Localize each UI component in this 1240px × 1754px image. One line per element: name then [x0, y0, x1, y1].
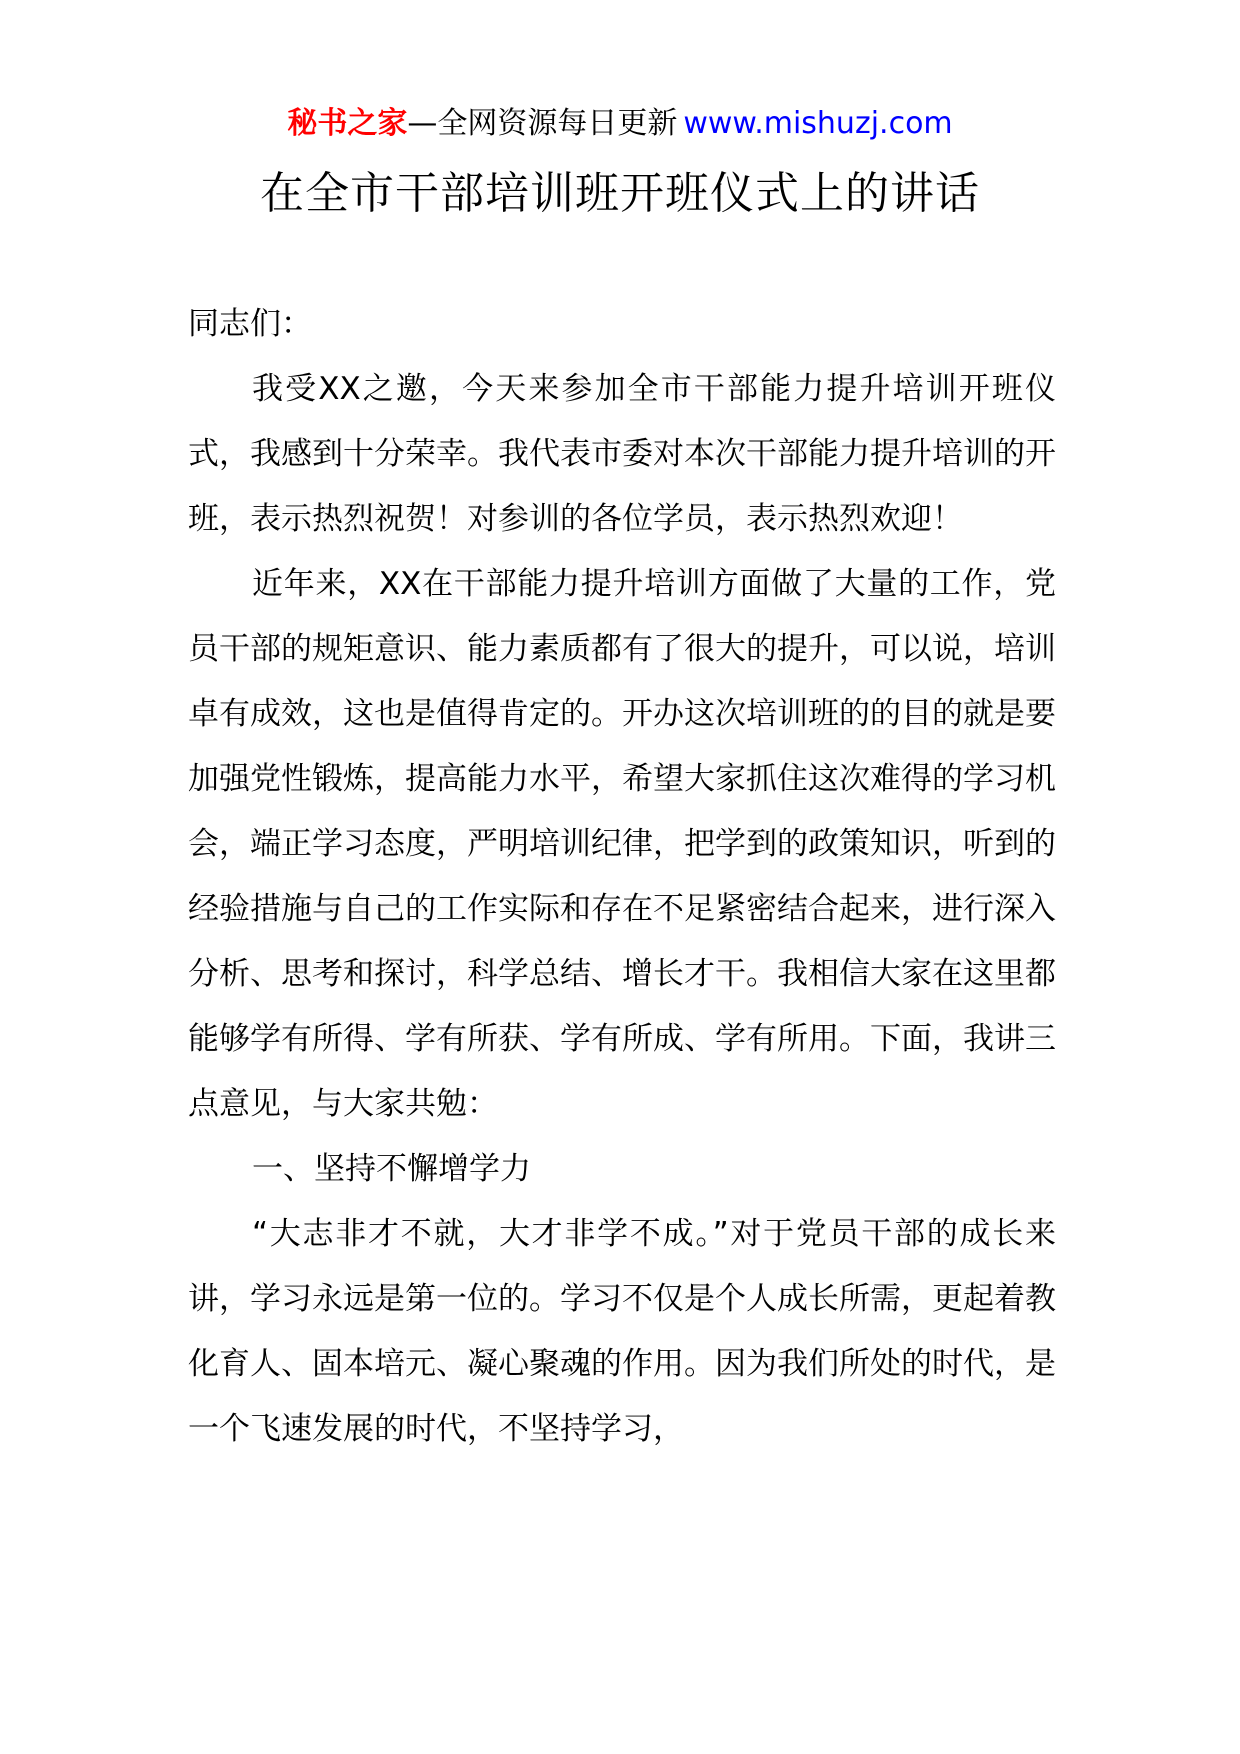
site-brand: 秘书之家: [287, 106, 408, 141]
document-title: 在全市干部培训班开班仪式上的讲话: [260, 168, 980, 219]
site-header: [0, 104, 1240, 144]
site-url-link[interactable]: www.mishuzj.com: [683, 106, 953, 141]
body-paragraph: “大志非才不就，大才非学不成。”对于党员干部的成长来讲，学习永远是第一位的。学习不仅是个人成长所需，更起着教化育人、固本培元、凝心聚魂的作用。因为我们所处的时代，是一个飞速发展的时代，不坚持学习，: [188, 1216, 1056, 1447]
section-heading: 一、坚持不懈增学力: [252, 1151, 531, 1187]
document-body: [188, 292, 1056, 1462]
body-paragraph: 近年来，XX在干部能力提升培训方面做了大量的工作，党员干部的规矩意识、能力素质都有了很大的提升，可以说，培训卓有成效，这也是值得肯定的。开办这次培训班的的目的就是要加强党性锻炼，提高能力水平，希望大家抓住这次难得的学习机会，端正学习态度，严明培训纪律，把学到的政策知识，听到的经验措施与自己的工作实际和存在不足紧密结合起来，进行深入分析、思考和探讨，科学总结、增长才干。我相信大家在这里都能够学有所得、学有所获、学有所成、学有所用。下面，我讲三点意见，与大家共勉：: [188, 566, 1056, 1122]
body-paragraph: 我受XX之邀，今天来参加全市干部能力提升培训开班仪式，我感到十分荣幸。我代表市委对本次干部能力提升培训的开班，表示热烈祝贺！对参训的各位学员，表示热烈欢迎！: [188, 371, 1056, 537]
site-tagline: —全网资源每日更新: [407, 106, 678, 141]
salutation: 同志们：: [188, 306, 312, 342]
